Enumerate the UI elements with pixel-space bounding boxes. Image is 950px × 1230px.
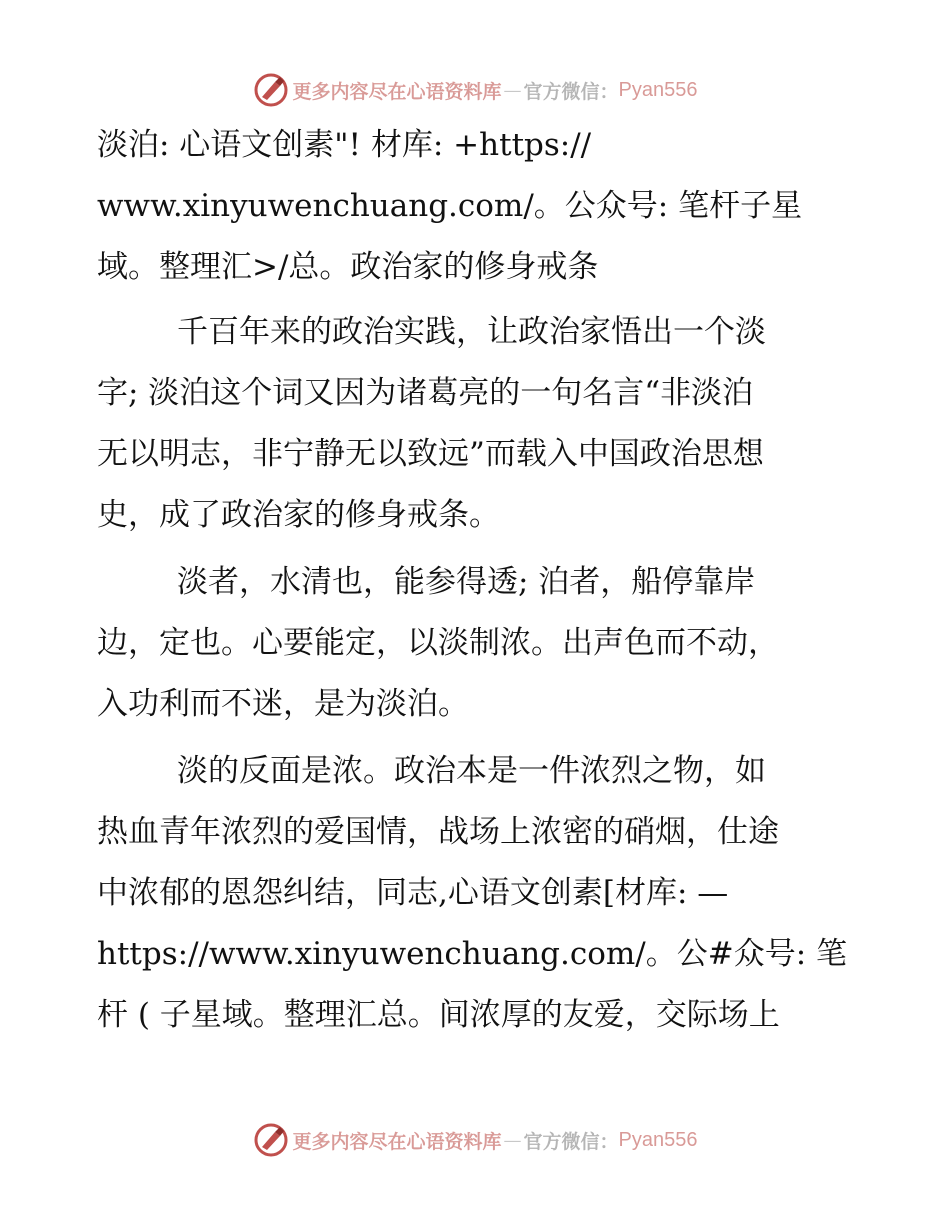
paragraph-2 (97, 552, 857, 735)
text-line: 字; 淡泊这个词又因为诸葛亮的一句名言“非淡泊 (97, 375, 754, 411)
header-banner (0, 70, 950, 110)
text-line: 千百年来的政治实践，让政治家悟出一个淡 (177, 314, 766, 350)
paragraph-3 (97, 741, 857, 1046)
text-line: 中浓郁的恩怨纠结，同志,心语文创素[材库: — (97, 875, 729, 911)
document-body (97, 115, 857, 1052)
text-line: 淡的反面是浓。政治本是一件浓烈之物，如 (177, 753, 766, 789)
text-line: 边，定也。心要能定，以淡制浓。出声色而不动， (97, 625, 779, 661)
text-line: 热血青年浓烈的爱国情，战场上浓密的硝烟，仕途 (97, 814, 779, 850)
text-line: 淡者，水清也，能参得透; 泊者，船停靠岸 (177, 564, 756, 600)
intro-paragraph (97, 115, 857, 298)
banner-separator: — (503, 79, 522, 101)
text-line: 域。整理汇>/总。政治家的修身戒条 (97, 249, 599, 285)
logo-icon (253, 1122, 289, 1158)
logo-icon (253, 72, 289, 108)
footer-banner (0, 1120, 950, 1160)
banner-wechat-id: Pyan556 (618, 78, 698, 101)
banner-site-text: 更多内容尽在心语资料库 (292, 80, 502, 103)
banner-site-text: 更多内容尽在心语资料库 (292, 1130, 502, 1153)
text-line: www.xinyuwenchuang.com/。公众号: 笔杆子星 (97, 188, 803, 224)
text-line: https://www.xinyuwenchuang.com/。公#众号: 笔 (97, 936, 848, 972)
paragraph-1 (97, 302, 857, 546)
text-line: 淡泊: 心语文创素"! 材库: +https:// (97, 127, 592, 163)
text-line: 杆 ( 子星域。整理汇总。间浓厚的友爱，交际场上 (97, 997, 780, 1033)
banner-wechat-label: 官方微信： (523, 1130, 619, 1153)
banner-separator: — (503, 1129, 522, 1151)
text-line: 无以明志，非宁静无以致远”而载入中国政治思想 (97, 436, 764, 472)
text-line: 入功利而不迷，是为淡泊。 (97, 686, 469, 722)
banner-wechat-label: 官方微信： (523, 80, 619, 103)
banner-wechat-id: Pyan556 (618, 1128, 698, 1151)
text-line: 史，成了政治家的修身戒条。 (97, 497, 500, 533)
